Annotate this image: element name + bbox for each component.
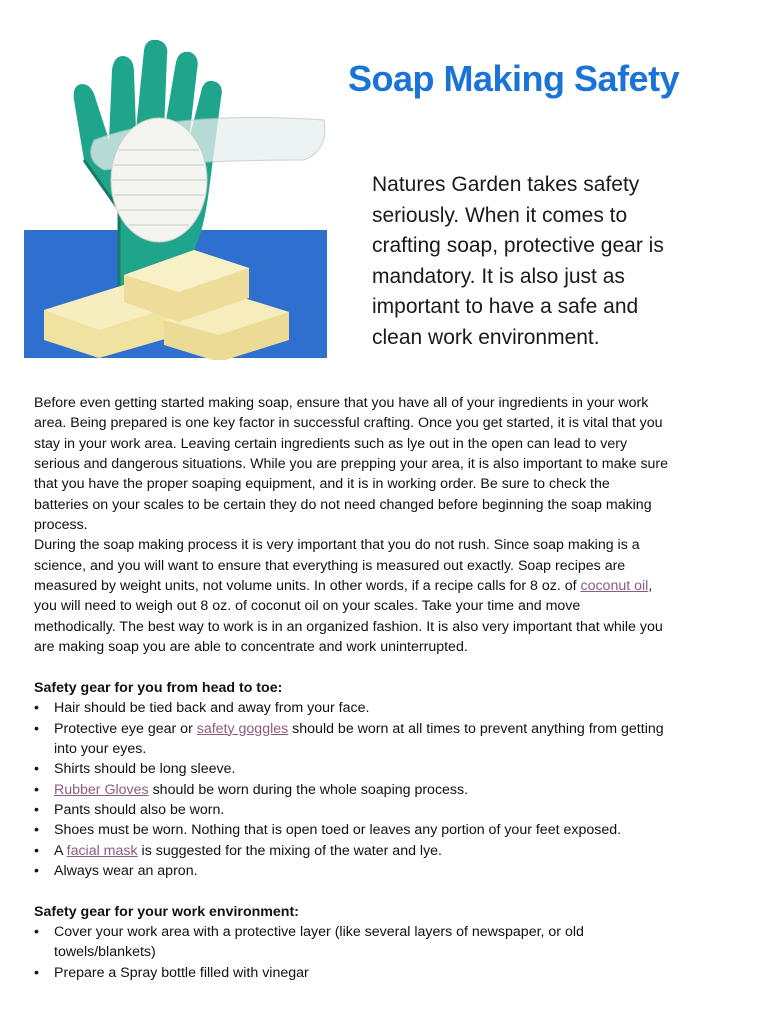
bullet-icon: • <box>34 781 39 798</box>
list-item <box>34 861 668 881</box>
text: Pants should also be worn. <box>54 801 225 818</box>
list-item <box>34 922 668 942</box>
text-line: stay in your work area. Leaving certain ingredients such as lye out in the open can lead to very <box>34 435 628 452</box>
text-line: Before even getting started making soap, ensure that you have all of your ingredients in your work <box>34 395 649 411</box>
text-line: During the soap making process it is very important that you do not rush. Since soap making is a <box>34 537 640 554</box>
section-heading: Safety gear for your work environment: <box>34 903 299 920</box>
list-item <box>34 800 668 820</box>
text: should be worn during the whole soaping process. <box>148 781 469 798</box>
preparation-paragraph <box>34 393 668 535</box>
facial-mask-link[interactable]: facial mask <box>66 842 138 859</box>
intro-line: clean work environment. <box>372 325 600 349</box>
text: is suggested for the mixing of the water and lye. <box>137 842 443 859</box>
page-title: Soap Making Safety <box>348 58 680 99</box>
text-line: serious and dangerous situations. While you are prepping your area, it is also important to make sure <box>34 456 669 473</box>
text-line <box>34 576 668 596</box>
text-line: process. <box>34 517 88 534</box>
text: Hair should be tied back and away from your face. <box>54 700 370 717</box>
safety-goggles-link[interactable]: safety goggles <box>196 720 289 737</box>
text-line: area. Being prepared is one key factor in successful crafting. Once you get started, it is vital that you <box>34 415 663 432</box>
text: Prepare a Spray bottle filled with vinegar <box>54 964 309 981</box>
text-line: science, and you will want to ensure that everything is measured out exactly. Soap recipes are <box>34 557 626 574</box>
bullet-icon: • <box>34 842 39 859</box>
bullet-icon: • <box>34 923 39 940</box>
text: Shoes must be worn. Nothing that is open toed or leaves any portion of your feet exposed. <box>54 822 622 839</box>
text-line: that you have the proper soaping equipment, and it is in working order. Be sure to check the <box>34 476 610 493</box>
intro-text <box>372 170 664 353</box>
bullet-icon: • <box>34 761 39 778</box>
text-line: batteries on your scales to be certain they do not need changed before beginning the soap making <box>34 496 652 513</box>
list-item <box>34 719 668 739</box>
text: Cover your work area with a protective layer (like several layers of newspaper, or old <box>54 923 584 940</box>
text: , <box>648 578 653 595</box>
list-item-continuation: into your eyes. <box>54 740 147 757</box>
text-line: are making soap you are able to concentrate and work uninterrupted. <box>34 639 468 656</box>
intro-line: mandatory. It is also just as <box>372 264 625 288</box>
text: Shirts should be long sleeve. <box>54 761 236 778</box>
intro-line: Natures Garden takes safety <box>372 173 640 196</box>
environment-gear-section <box>34 902 668 983</box>
text: Always wear an apron. <box>54 862 198 879</box>
personal-gear-section <box>34 678 668 881</box>
list-item <box>34 820 668 840</box>
bullet-icon: • <box>34 801 39 818</box>
text-line: methodically. The best way to work is in an organized fashion. It is also very important that while you <box>34 618 663 635</box>
safety-gear-photo <box>24 40 329 360</box>
list-item <box>34 759 668 779</box>
rubber-gloves-link[interactable]: Rubber Gloves <box>54 781 149 798</box>
text: measured by weight units, not volume units. In other words, if a recipe calls for 8 oz. of <box>34 578 581 595</box>
list-item-continuation: towels/blankets) <box>54 944 156 961</box>
coconut-oil-link[interactable]: coconut oil <box>580 578 649 595</box>
list-item <box>34 698 668 718</box>
text: Protective eye gear or <box>54 720 197 737</box>
list-item <box>34 841 668 861</box>
intro-line: crafting soap, protective gear is <box>372 234 664 257</box>
body-text <box>34 393 668 983</box>
bullet-icon: • <box>34 964 39 981</box>
bullet-icon: • <box>34 720 39 737</box>
section-heading: Safety gear for you from head to toe: <box>34 679 283 696</box>
bullet-icon: • <box>34 822 39 839</box>
list-item <box>34 963 668 983</box>
list-item <box>34 780 668 800</box>
text-line: you will need to weigh out 8 oz. of coconut oil on your scales. Take your time and move <box>34 598 581 615</box>
intro-line: seriously. When it comes to <box>372 203 628 227</box>
intro-line: important to have a safe and <box>372 295 639 318</box>
bullet-icon: • <box>34 862 39 879</box>
text: A <box>54 842 67 859</box>
bullet-icon: • <box>34 700 39 717</box>
text: should be worn at all times to prevent anything from getting <box>288 720 664 737</box>
process-paragraph <box>34 535 668 657</box>
